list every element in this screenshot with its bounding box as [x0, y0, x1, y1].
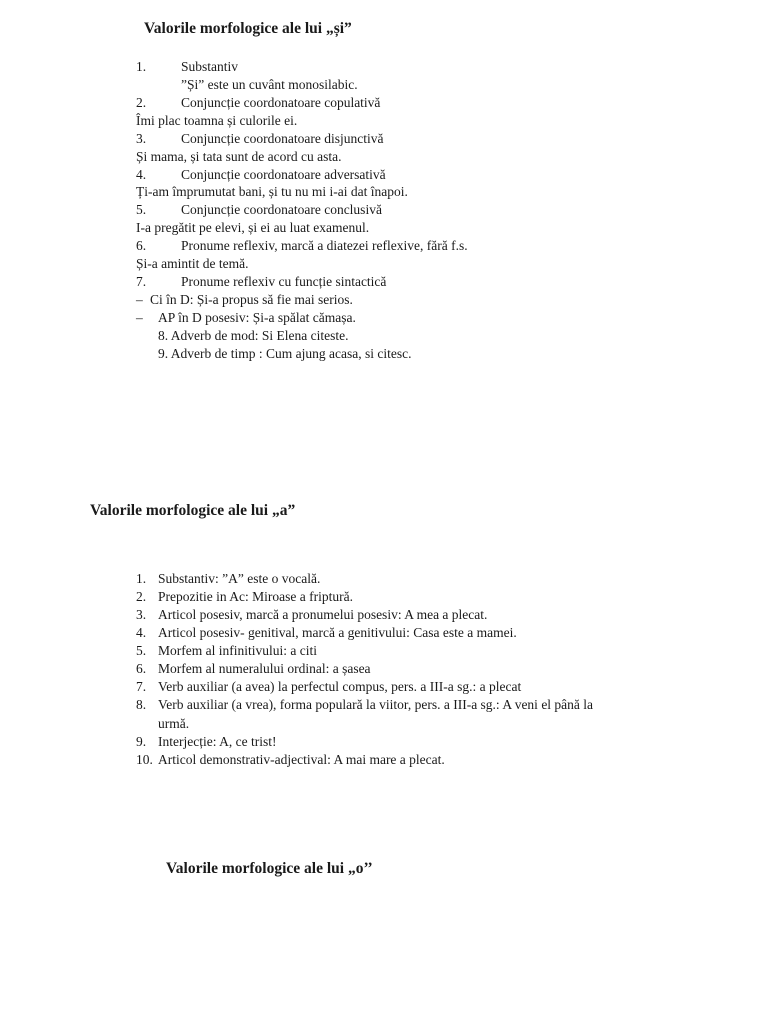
- item-text: 9. Adverb de timp : Cum ajung acasa, si citesc.: [158, 346, 412, 361]
- item-number: 2.: [136, 589, 147, 604]
- item-text: Morfem al infinitivului: a citi: [158, 643, 317, 658]
- item-number: 4.: [136, 625, 147, 640]
- item-number: 5.: [136, 643, 147, 658]
- item-text: Articol posesiv- genitival, marcă a genitivului: Casa este a mamei.: [158, 625, 517, 640]
- item-text: ”Și” este un cuvânt monosilabic.: [181, 77, 358, 92]
- item-text: Morfem al numeralului ordinal: a șasea: [158, 661, 371, 676]
- item-number: 6.: [136, 238, 147, 253]
- item-number: 3.: [136, 607, 147, 622]
- section1-title: Valorile morfologice ale lui „și”: [144, 20, 352, 37]
- item-text: Pronume reflexiv cu funcție sintactică: [181, 274, 387, 289]
- section2-title: Valorile morfologice ale lui „a”: [90, 502, 296, 519]
- item-text: Și-a amintit de temă.: [136, 256, 249, 271]
- list-item: [158, 715, 189, 733]
- item-text: urmă.: [158, 716, 190, 731]
- item-text: Interjecție: A, ce trist!: [158, 734, 277, 749]
- list-item: [136, 255, 248, 272]
- item-number: 8.: [136, 697, 147, 712]
- item-text: Ți-am împrumutat bani, și tu nu mi i-ai dat înapoi.: [136, 184, 408, 199]
- item-number: 3.: [136, 131, 147, 146]
- item-text: Ci în D: Și-a propus să fie mai serios.: [150, 292, 353, 307]
- item-number: 7.: [136, 274, 147, 289]
- item-text: Verb auxiliar (a avea) la perfectul compus, pers. a III-a sg.: a plecat: [158, 679, 522, 694]
- item-text: Conjuncție coordonatoare copulativă: [181, 95, 381, 110]
- list-item: [136, 112, 297, 129]
- item-text: 8. Adverb de mod: Si Elena citeste.: [158, 328, 349, 343]
- item-text: Conjuncție coordonatoare conclusivă: [181, 202, 382, 217]
- item-text: Articol posesiv, marcă a pronumelui posesiv: A mea a plecat.: [158, 607, 488, 622]
- item-text: Substantiv: ”A” este o vocală.: [158, 571, 321, 586]
- item-number: 1.: [136, 571, 147, 586]
- item-text: Verb auxiliar (a vrea), forma populară la viitor, pers. a III-a sg.: A veni el până la: [158, 697, 594, 712]
- item-text: Pronume reflexiv, marcă a diatezei reflexive, fără f.s.: [181, 238, 468, 253]
- list-item: [181, 76, 358, 93]
- item-text: Substantiv: [181, 59, 239, 74]
- item-number: 9.: [136, 734, 147, 749]
- item-text: Prepozitie in Ac: Miroase a friptură.: [158, 589, 353, 604]
- item-number: 6.: [136, 661, 147, 676]
- dash-bullet: –: [136, 310, 143, 325]
- item-text: Conjuncție coordonatoare adversativă: [181, 167, 386, 182]
- list-item: [136, 219, 369, 236]
- list-item: [136, 148, 341, 165]
- item-number: 7.: [136, 679, 147, 694]
- item-text: Articol demonstrativ-adjectival: A mai mare a plecat.: [158, 752, 445, 767]
- item-number: 1.: [136, 59, 147, 74]
- item-number: 10.: [136, 752, 153, 767]
- item-text: Conjuncție coordonatoare disjunctivă: [181, 131, 384, 146]
- list-item: [158, 345, 411, 362]
- item-number: 2.: [136, 95, 147, 110]
- item-text: I-a pregătit pe elevi, și ei au luat examenul.: [136, 220, 370, 235]
- dash-bullet: –: [136, 292, 143, 307]
- list-item: [158, 327, 348, 344]
- item-number: 5.: [136, 202, 147, 217]
- item-text: Și mama, și tata sunt de acord cu asta.: [136, 149, 342, 164]
- list-item: [136, 183, 408, 200]
- item-text: Îmi plac toamna și culorile ei.: [136, 113, 298, 128]
- item-text: AP în D posesiv: Și-a spălat cămașa.: [158, 310, 356, 325]
- section3-title: Valorile morfologice ale lui „o’’: [166, 860, 373, 877]
- item-number: 4.: [136, 167, 147, 182]
